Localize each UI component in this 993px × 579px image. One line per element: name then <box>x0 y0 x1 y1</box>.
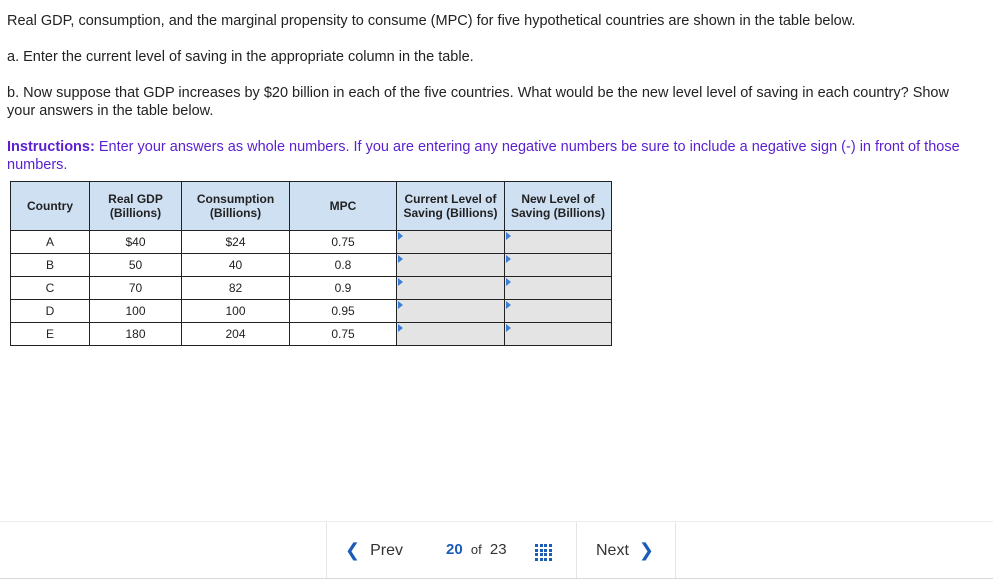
new-saving-input-a[interactable] <box>505 231 611 253</box>
new-saving-input-c[interactable] <box>505 277 611 299</box>
cell-consumption: $24 <box>182 231 290 254</box>
question-navigation-footer <box>0 521 993 579</box>
cell-consumption: 82 <box>182 277 290 300</box>
current-saving-input-d[interactable] <box>397 300 504 322</box>
header-country: Country <box>11 182 90 231</box>
of-label: of <box>470 542 482 557</box>
input-marker-icon <box>398 232 403 240</box>
cell-mpc: 0.75 <box>290 231 397 254</box>
new-saving-cell[interactable] <box>505 300 612 323</box>
new-saving-cell[interactable] <box>505 277 612 300</box>
chevron-left-icon: ❮ <box>345 540 361 560</box>
page-indicator <box>446 541 507 558</box>
cell-real-gdp: 70 <box>90 277 182 300</box>
current-saving-cell[interactable] <box>397 323 505 346</box>
question-part-a: a. Enter the current level of saving in the appropriate column in the table. <box>7 49 474 65</box>
cell-country: D <box>11 300 90 323</box>
table-row <box>11 323 612 346</box>
header-consumption: Consumption (Billions) <box>182 182 290 231</box>
cell-real-gdp: 50 <box>90 254 182 277</box>
input-marker-icon <box>506 301 511 309</box>
footer-divider <box>675 522 676 578</box>
input-marker-icon <box>398 324 403 332</box>
cell-real-gdp: $40 <box>90 231 182 254</box>
current-saving-input-a[interactable] <box>397 231 504 253</box>
current-saving-input-c[interactable] <box>397 277 504 299</box>
header-new-saving: New Level of Saving (Billions) <box>505 182 612 231</box>
chevron-right-icon: ❯ <box>638 540 654 560</box>
new-saving-cell[interactable] <box>505 231 612 254</box>
cell-consumption: 100 <box>182 300 290 323</box>
question-part-b: b. Now suppose that GDP increases by $20 billion in each of the five countries. What would be the new level level of saving in each country? Show your answers in the table below. <box>7 85 949 119</box>
cell-mpc: 0.8 <box>290 254 397 277</box>
table-row <box>11 254 612 277</box>
cell-mpc: 0.95 <box>290 300 397 323</box>
table-row <box>11 300 612 323</box>
new-saving-cell[interactable] <box>505 323 612 346</box>
table-row <box>11 231 612 254</box>
total-pages: 23 <box>489 541 507 558</box>
input-marker-icon <box>506 324 511 332</box>
question-intro: Real GDP, consumption, and the marginal propensity to consume (MPC) for five hypothetical countries are shown in the table below. <box>7 13 856 29</box>
current-saving-input-b[interactable] <box>397 254 504 276</box>
cell-consumption: 204 <box>182 323 290 346</box>
input-marker-icon <box>398 278 403 286</box>
cell-country: A <box>11 231 90 254</box>
footer-divider <box>326 522 327 578</box>
input-marker-icon <box>506 278 511 286</box>
cell-mpc: 0.75 <box>290 323 397 346</box>
current-saving-cell[interactable] <box>397 300 505 323</box>
footer-divider <box>576 522 577 578</box>
header-mpc: MPC <box>290 182 397 231</box>
cell-real-gdp: 180 <box>90 323 182 346</box>
current-page: 20 <box>446 541 463 558</box>
prev-label: Prev <box>370 541 403 559</box>
table-header-row <box>11 182 612 231</box>
instructions-label: Instructions: <box>7 139 95 155</box>
next-button[interactable] <box>596 540 654 561</box>
cell-real-gdp: 100 <box>90 300 182 323</box>
prev-button[interactable] <box>345 540 403 561</box>
next-label: Next <box>596 541 629 559</box>
new-saving-cell[interactable] <box>505 254 612 277</box>
header-current-saving: Current Level of Saving (Billions) <box>397 182 505 231</box>
cell-consumption: 40 <box>182 254 290 277</box>
input-marker-icon <box>398 301 403 309</box>
cell-country: E <box>11 323 90 346</box>
current-saving-cell[interactable] <box>397 231 505 254</box>
grid-icon[interactable] <box>535 544 552 561</box>
instructions <box>7 138 967 174</box>
new-saving-input-d[interactable] <box>505 300 611 322</box>
header-real-gdp: Real GDP (Billions) <box>90 182 182 231</box>
input-marker-icon <box>506 232 511 240</box>
cell-country: B <box>11 254 90 277</box>
cell-country: C <box>11 277 90 300</box>
new-saving-input-b[interactable] <box>505 254 611 276</box>
table-row <box>11 277 612 300</box>
input-marker-icon <box>398 255 403 263</box>
new-saving-input-e[interactable] <box>505 323 611 345</box>
current-saving-cell[interactable] <box>397 254 505 277</box>
input-marker-icon <box>506 255 511 263</box>
instructions-text: Enter your answers as whole numbers. If you are entering any negative numbers be sure to include a negative sign (-) in front of those numbers. <box>7 139 960 173</box>
current-saving-input-e[interactable] <box>397 323 504 345</box>
cell-mpc: 0.9 <box>290 277 397 300</box>
saving-table <box>10 181 612 346</box>
current-saving-cell[interactable] <box>397 277 505 300</box>
